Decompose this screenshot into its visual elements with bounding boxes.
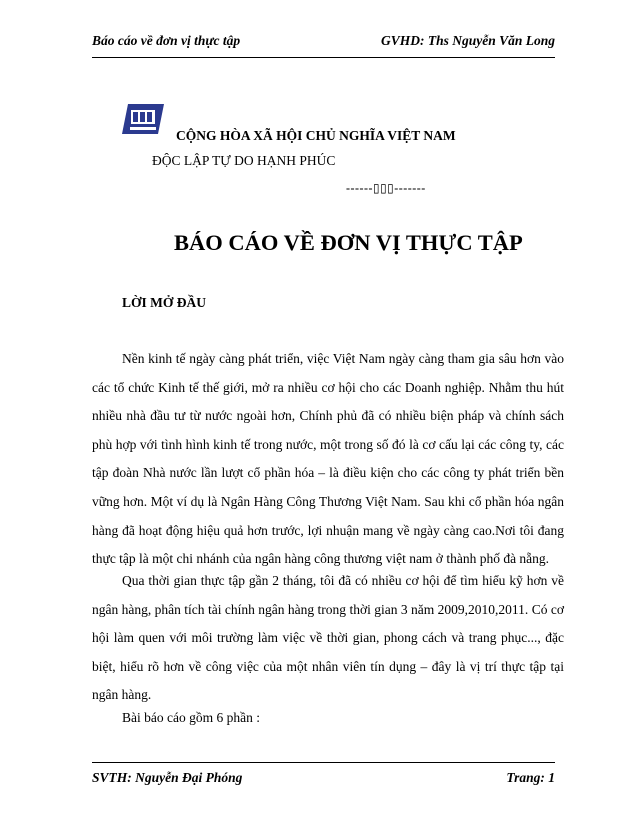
decorative-separator: ------▯▯▯------- — [346, 181, 426, 195]
body-paragraph-2: Qua thời gian thực tập gần 2 tháng, tôi đã có nhiều cơ hội để tìm hiểu kỹ hơn về ngân hàng, phân tích tài chính ngân hàng trong thời gian 3 năm 2009,2010,2011. Có cơ hội làm quen với môi trường làm việc về thời gian, phong cách và trang phục..., đặc biệt, hiểu rõ hơn về công việc của một nhân viên tín dụng – đây là vị trí thực tập tại ngân hàng. — [92, 573, 564, 703]
report-title: BÁO CÁO VỀ ĐƠN VỊ THỰC TẬP — [174, 230, 523, 255]
national-motto: ĐỘC LẬP TỰ DO HẠNH PHÚC — [152, 153, 336, 168]
page-footer — [92, 770, 555, 790]
header-supervisor: GVHD: Ths Nguyễn Văn Long — [380, 33, 555, 48]
nation-name: CỘNG HÒA XÃ HỘI CHỦ NGHĨA VIỆT NAM — [176, 128, 456, 143]
section-heading: LỜI MỞ ĐẦU — [122, 295, 206, 310]
header-report-title: Báo cáo về đơn vị thực tập — [92, 33, 241, 48]
footer-student: SVTH: Nguyễn Đại Phóng — [92, 770, 243, 785]
page-number: Trang: 1 — [506, 770, 555, 785]
bank-building-logo-icon — [118, 102, 166, 136]
footer-rule — [92, 762, 555, 763]
body-paragraph-3: Bài báo cáo gồm 6 phần : — [122, 710, 260, 725]
header-rule — [92, 57, 555, 58]
body-paragraph-1: Nền kinh tế ngày càng phát triển, việc Việt Nam ngày càng tham gia sâu hơn vào các tổ chức Kinh tế thế giới, mở ra nhiều cơ hội cho các Doanh nghiệp. Nhằm thu hút nhiều nhà đầu tư từ nước ngoài hơn, Chính phủ đã có nhiều biện pháp và chính sách phù hợp với tình hình kinh tế trong nước, một trong số đó là cơ cấu lại các công ty, các tập đoàn Nhà nước lần lượt cổ phần hóa – là điều kiện cho các công ty phát triển bền vững hơn. Một ví dụ là Ngân Hàng Công Thương Việt Nam. Sau khi cổ phần hóa ngân hàng đã hoạt động hiệu quả hơn trước, lợi nhuận mang về ngày càng cao.Nơi tôi đang thực tập là một chi nhánh của ngân hàng công thương việt nam ở thành phố đà nẵng. — [92, 351, 564, 567]
page-header — [92, 33, 555, 53]
